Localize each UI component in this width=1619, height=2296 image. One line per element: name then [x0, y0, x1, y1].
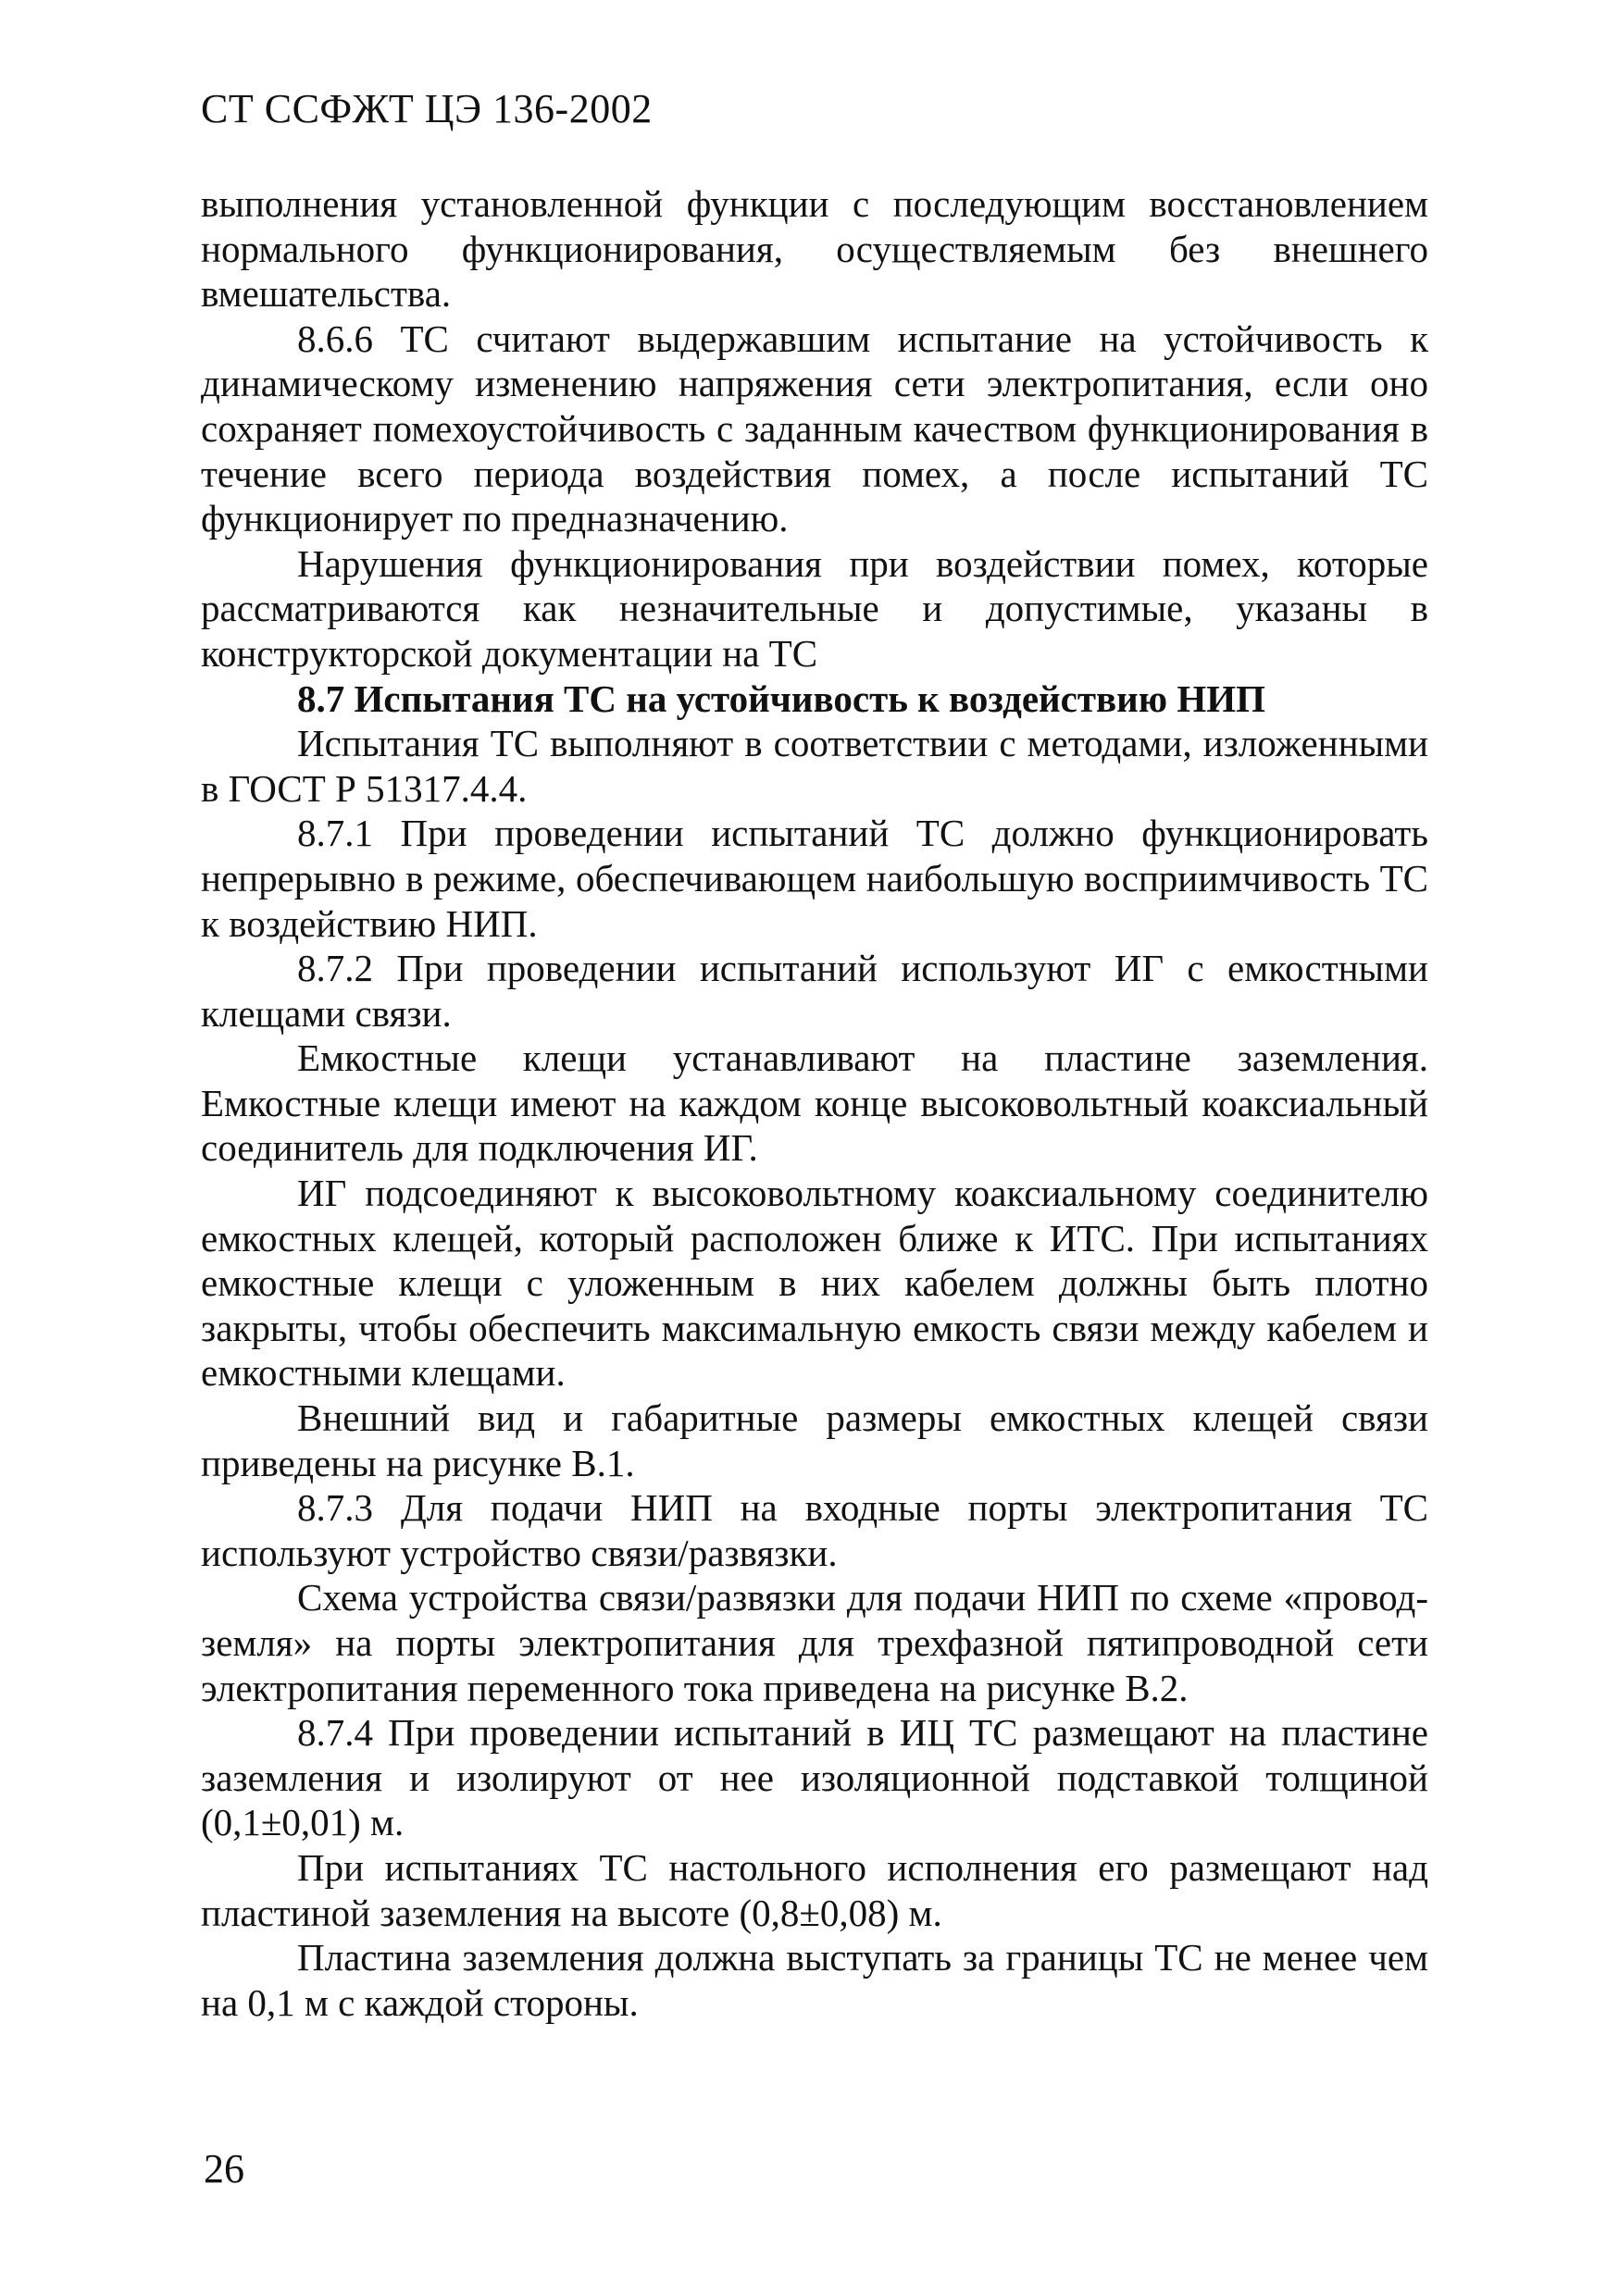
paragraph-appearance: Внешний вид и габаритные размеры емкостных клещей связи приведены на рисунке В.1.	[201, 1396, 1428, 1484]
paragraph-ground-plate: Пластина заземления должна выступать за границы ТС не менее чем на 0,1 м с каждой стороны.	[201, 1936, 1428, 2024]
document-header-title: СТ ССФЖТ ЦЭ 136-2002	[201, 86, 653, 131]
page-number: 26	[204, 2146, 244, 2191]
paragraph-8-7-2: 8.7.2 При проведении испытаний используют ИГ с емкостными клещами связи.	[201, 947, 1428, 1035]
paragraph-generator-connection: ИГ подсоединяют к высоковольтному коаксиальному соединителю емкостных клещей, который расположен ближе к ИТС. При испытаниях емкостные клещи с уложенным в них кабелем должны быть плотно закрыты, чтобы обеспечить максимальную емкость связи между кабелем и емкостными клещами.	[201, 1172, 1428, 1395]
paragraph-8-7-3: 8.7.3 Для подачи НИП на входные порты электропитания ТС используют устройство связи/развязки.	[201, 1486, 1428, 1574]
paragraph-scheme: Схема устройства связи/развязки для подачи НИП по схеме «провод-земля» на порты электропитания для трехфазной пятипроводной сети электропитания переменного тока приведена на рисунке В.2.	[201, 1576, 1428, 1709]
paragraph-violations: Нарушения функционирования при воздействии помех, которые рассматриваются как незначительные и допустимые, указаны в конструкторской документации на ТС	[201, 541, 1428, 675]
document-body	[201, 181, 1428, 2025]
paragraph-8-7-1: 8.7.1 При проведении испытаний ТС должно функционировать непрерывно в режиме, обеспечивающем наибольшую восприимчивость ТС к воздействию НИП.	[201, 812, 1428, 945]
paragraph-tests-method: Испытания ТС выполняют в соответствии с методами, изложенными в ГОСТ Р 51317.4.4.	[201, 722, 1428, 810]
paragraph-tabletop: При испытаниях ТС настольного исполнения его размещают над пластиной заземления на высоте (0,8±0,08) м.	[201, 1845, 1428, 1934]
paragraph-capacitive-clamps: Емкостные клещи устанавливают на пластине заземления. Емкостные клещи имеют на каждом конце высоковольтный коаксиальный соединитель для подключения ИГ.	[201, 1036, 1428, 1170]
section-heading-8-7: 8.7 Испытания ТС на устойчивость к воздействию НИП	[297, 676, 1266, 720]
paragraph-continuation: выполнения установленной функции с последующим восстановлением нормального функционирования, осуществляемым без внешнего вмешательства.	[201, 182, 1428, 316]
paragraph-8-7-4: 8.7.4 При проведении испытаний в ИЦ ТС размещают на пластине заземления и изолируют от нее изоляционной подставкой толщиной (0,1±0,01) м.	[201, 1711, 1428, 1844]
paragraph-8-6-6: 8.6.6 ТС считают выдержавшим испытание на устойчивость к динамическому изменению напряжения сети электропитания, если оно сохраняет помехоустойчивость с заданным качеством функционирования в течение всего периода воздействия помех, а после испытаний ТС функционирует по предназначению.	[201, 316, 1428, 540]
